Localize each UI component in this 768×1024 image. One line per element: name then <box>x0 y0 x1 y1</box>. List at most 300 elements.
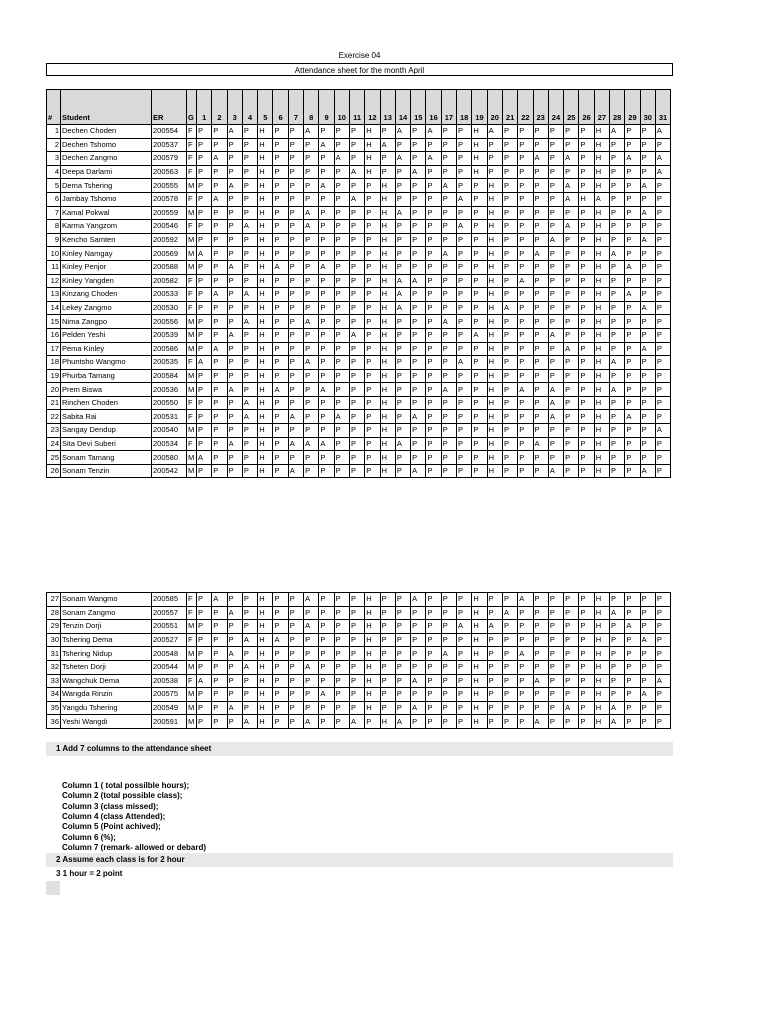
header-day: 8 <box>304 90 319 125</box>
attendance-cell: P <box>242 356 257 370</box>
attendance-cell: P <box>365 233 380 247</box>
attendance-cell: P <box>395 233 410 247</box>
attendance-cell: P <box>655 451 670 465</box>
attendance-cell: A <box>395 125 410 139</box>
attendance-cell: P <box>227 410 242 424</box>
student-name: Sabita Rai <box>61 410 152 424</box>
attendance-cell: P <box>457 647 472 661</box>
attendance-cell: P <box>273 410 288 424</box>
attendance-cell: P <box>610 274 625 288</box>
attendance-cell: P <box>548 192 563 206</box>
table-row <box>47 410 671 424</box>
attendance-cell: P <box>548 342 563 356</box>
student-name: Prem Biswa <box>61 383 152 397</box>
attendance-cell: P <box>457 464 472 478</box>
attendance-cell: P <box>426 233 441 247</box>
attendance-cell: P <box>579 647 594 661</box>
attendance-cell: P <box>518 620 533 634</box>
attendance-cell: P <box>441 260 456 274</box>
er-number: 200540 <box>152 424 187 438</box>
attendance-cell: P <box>625 315 640 329</box>
table-row <box>47 633 671 647</box>
attendance-cell: P <box>334 715 349 729</box>
attendance-cell: P <box>365 247 380 261</box>
attendance-cell: P <box>411 356 426 370</box>
attendance-cell: P <box>487 633 502 647</box>
attendance-cell: P <box>349 288 364 302</box>
attendance-cell: P <box>197 342 212 356</box>
attendance-cell: P <box>411 647 426 661</box>
attendance-cell: P <box>273 688 288 702</box>
table-row <box>47 396 671 410</box>
attendance-cell: P <box>548 715 563 729</box>
attendance-cell: A <box>227 647 242 661</box>
attendance-cell: H <box>487 301 502 315</box>
attendance-cell: P <box>625 633 640 647</box>
attendance-cell: P <box>304 396 319 410</box>
header-day: 17 <box>441 90 456 125</box>
attendance-cell: A <box>411 274 426 288</box>
attendance-cell: P <box>426 410 441 424</box>
attendance-cell: P <box>288 424 303 438</box>
er-number: 200559 <box>152 206 187 220</box>
attendance-cell: P <box>426 315 441 329</box>
attendance-cell: P <box>395 660 410 674</box>
attendance-cell: A <box>319 688 334 702</box>
attendance-cell: H <box>594 593 609 607</box>
attendance-cell: H <box>487 383 502 397</box>
attendance-cell: P <box>197 165 212 179</box>
attendance-cell: P <box>502 206 517 220</box>
row-number: 20 <box>47 383 61 397</box>
header-day: 11 <box>349 90 364 125</box>
attendance-cell: P <box>610 660 625 674</box>
attendance-cell: P <box>579 369 594 383</box>
attendance-cell: P <box>472 342 487 356</box>
attendance-cell: P <box>610 179 625 193</box>
attendance-cell: P <box>548 701 563 715</box>
attendance-cell: A <box>304 356 319 370</box>
attendance-cell: H <box>594 274 609 288</box>
attendance-cell: H <box>380 451 395 465</box>
attendance-cell: P <box>242 179 257 193</box>
attendance-cell: P <box>273 593 288 607</box>
attendance-cell: P <box>288 179 303 193</box>
attendance-cell: P <box>441 192 456 206</box>
attendance-cell: P <box>227 206 242 220</box>
attendance-cell: P <box>197 220 212 234</box>
er-number: 200556 <box>152 315 187 329</box>
attendance-cell: P <box>288 315 303 329</box>
attendance-cell: P <box>334 437 349 451</box>
table-row <box>47 342 671 356</box>
attendance-cell: P <box>564 138 579 152</box>
attendance-cell: P <box>411 437 426 451</box>
attendance-cell: H <box>258 633 273 647</box>
attendance-cell: P <box>288 220 303 234</box>
row-number: 14 <box>47 301 61 315</box>
attendance-cell: P <box>548 125 563 139</box>
attendance-cell: P <box>365 369 380 383</box>
attendance-cell: P <box>349 247 364 261</box>
attendance-cell: P <box>304 647 319 661</box>
attendance-cell: A <box>655 165 670 179</box>
table-row <box>47 328 671 342</box>
attendance-cell: P <box>441 660 456 674</box>
row-number: 10 <box>47 247 61 261</box>
student-name: Phurba Tamang <box>61 369 152 383</box>
row-number: 31 <box>47 647 61 661</box>
row-number: 4 <box>47 165 61 179</box>
attendance-cell: P <box>533 424 548 438</box>
attendance-cell: P <box>273 301 288 315</box>
attendance-cell: P <box>457 125 472 139</box>
attendance-cell: P <box>457 301 472 315</box>
row-number: 1 <box>47 125 61 139</box>
attendance-cell: P <box>441 593 456 607</box>
table-row <box>47 647 671 661</box>
gender: F <box>187 593 197 607</box>
attendance-cell: P <box>319 192 334 206</box>
column-note: Column 4 (class Attended); <box>62 811 166 821</box>
student-name: Deepa Darlami <box>61 165 152 179</box>
attendance-cell: H <box>258 437 273 451</box>
attendance-cell: P <box>197 328 212 342</box>
attendance-cell: A <box>349 192 364 206</box>
attendance-cell: P <box>273 660 288 674</box>
gender: F <box>187 633 197 647</box>
attendance-cell: P <box>227 464 242 478</box>
attendance-cell: P <box>242 647 257 661</box>
attendance-cell: P <box>472 220 487 234</box>
attendance-cell: A <box>304 220 319 234</box>
attendance-table-page2 <box>46 592 671 729</box>
attendance-cell: P <box>625 701 640 715</box>
attendance-cell: P <box>242 125 257 139</box>
attendance-cell: P <box>349 674 364 688</box>
attendance-cell: P <box>655 593 670 607</box>
attendance-cell: P <box>655 192 670 206</box>
attendance-cell: P <box>564 247 579 261</box>
attendance-cell: P <box>334 369 349 383</box>
attendance-cell: H <box>487 369 502 383</box>
attendance-cell: P <box>349 260 364 274</box>
attendance-cell: P <box>288 606 303 620</box>
attendance-cell: A <box>594 192 609 206</box>
attendance-cell: P <box>365 396 380 410</box>
attendance-cell: A <box>441 383 456 397</box>
row-number: 5 <box>47 179 61 193</box>
attendance-cell: H <box>258 464 273 478</box>
attendance-cell: A <box>518 593 533 607</box>
attendance-cell: P <box>426 274 441 288</box>
attendance-cell: P <box>227 633 242 647</box>
attendance-cell: P <box>304 410 319 424</box>
attendance-cell: P <box>472 437 487 451</box>
attendance-cell: P <box>197 633 212 647</box>
attendance-cell: P <box>273 315 288 329</box>
er-number: 200592 <box>152 233 187 247</box>
attendance-cell: H <box>487 274 502 288</box>
attendance-cell: P <box>273 464 288 478</box>
attendance-cell: P <box>395 165 410 179</box>
attendance-cell: P <box>273 701 288 715</box>
attendance-cell: P <box>655 233 670 247</box>
attendance-cell: P <box>533 315 548 329</box>
attendance-cell: A <box>426 152 441 166</box>
attendance-cell: H <box>258 125 273 139</box>
attendance-cell: A <box>395 715 410 729</box>
attendance-cell: P <box>579 125 594 139</box>
attendance-cell: P <box>457 715 472 729</box>
gender: F <box>187 606 197 620</box>
attendance-cell: P <box>227 593 242 607</box>
attendance-cell: P <box>564 424 579 438</box>
attendance-cell: P <box>242 451 257 465</box>
attendance-cell: H <box>472 620 487 634</box>
row-number: 11 <box>47 260 61 274</box>
attendance-cell: P <box>472 206 487 220</box>
attendance-cell: H <box>258 138 273 152</box>
attendance-cell: P <box>426 674 441 688</box>
attendance-cell: P <box>426 356 441 370</box>
attendance-cell: P <box>273 328 288 342</box>
attendance-cell: P <box>319 274 334 288</box>
attendance-cell: A <box>564 701 579 715</box>
attendance-cell: P <box>610 152 625 166</box>
attendance-cell: P <box>334 424 349 438</box>
attendance-cell: P <box>319 424 334 438</box>
attendance-cell: P <box>518 369 533 383</box>
attendance-cell: P <box>441 369 456 383</box>
table-row <box>47 192 671 206</box>
attendance-cell: P <box>365 274 380 288</box>
attendance-cell: P <box>288 715 303 729</box>
gender: M <box>187 328 197 342</box>
attendance-cell: A <box>349 715 364 729</box>
attendance-cell: P <box>426 138 441 152</box>
table-row <box>47 233 671 247</box>
row-number: 8 <box>47 220 61 234</box>
attendance-cell: P <box>365 342 380 356</box>
attendance-cell: P <box>610 410 625 424</box>
attendance-cell: P <box>304 247 319 261</box>
attendance-cell: P <box>548 152 563 166</box>
attendance-cell: H <box>258 288 273 302</box>
attendance-cell: P <box>273 179 288 193</box>
student-name: Lekey Zangmo <box>61 301 152 315</box>
attendance-cell: P <box>411 288 426 302</box>
er-number: 200569 <box>152 247 187 261</box>
attendance-cell: P <box>579 688 594 702</box>
attendance-cell: P <box>579 620 594 634</box>
attendance-cell: H <box>594 342 609 356</box>
attendance-cell: P <box>411 424 426 438</box>
attendance-cell: P <box>548 179 563 193</box>
attendance-cell: P <box>426 660 441 674</box>
attendance-cell: P <box>426 688 441 702</box>
attendance-cell: P <box>411 688 426 702</box>
attendance-cell: P <box>457 342 472 356</box>
er-number: 200582 <box>152 274 187 288</box>
attendance-cell: H <box>487 179 502 193</box>
attendance-cell: P <box>472 274 487 288</box>
attendance-cell: P <box>319 152 334 166</box>
attendance-cell: P <box>441 701 456 715</box>
attendance-cell: P <box>411 328 426 342</box>
header-day: 16 <box>426 90 441 125</box>
attendance-cell: P <box>487 688 502 702</box>
attendance-cell: P <box>625 674 640 688</box>
attendance-cell: A <box>304 660 319 674</box>
attendance-cell: P <box>441 274 456 288</box>
gender: F <box>187 138 197 152</box>
attendance-cell: P <box>380 701 395 715</box>
attendance-cell: P <box>242 274 257 288</box>
attendance-cell: P <box>395 342 410 356</box>
attendance-cell: P <box>426 165 441 179</box>
attendance-cell: P <box>212 369 227 383</box>
attendance-cell: P <box>579 396 594 410</box>
attendance-cell: A <box>395 437 410 451</box>
attendance-cell: A <box>564 192 579 206</box>
attendance-cell: H <box>594 715 609 729</box>
row-number: 35 <box>47 701 61 715</box>
attendance-cell: A <box>548 383 563 397</box>
attendance-cell: P <box>411 315 426 329</box>
er-number: 200578 <box>152 192 187 206</box>
table-row <box>47 125 671 139</box>
attendance-cell: P <box>457 674 472 688</box>
attendance-cell: H <box>380 342 395 356</box>
attendance-cell: P <box>579 424 594 438</box>
table-row <box>47 301 671 315</box>
attendance-cell: P <box>273 396 288 410</box>
attendance-cell: H <box>594 437 609 451</box>
attendance-cell: P <box>197 369 212 383</box>
attendance-cell: P <box>548 633 563 647</box>
attendance-cell: P <box>640 437 655 451</box>
gender: M <box>187 247 197 261</box>
attendance-cell: P <box>273 220 288 234</box>
attendance-cell: H <box>487 233 502 247</box>
attendance-cell: P <box>441 233 456 247</box>
gender: M <box>187 260 197 274</box>
attendance-cell: P <box>579 220 594 234</box>
student-name: Dechen Tshomo <box>61 138 152 152</box>
gender: F <box>187 301 197 315</box>
attendance-cell: A <box>625 620 640 634</box>
attendance-cell: P <box>273 165 288 179</box>
attendance-cell: H <box>380 179 395 193</box>
attendance-cell: P <box>273 288 288 302</box>
attendance-cell: P <box>548 688 563 702</box>
attendance-cell: A <box>533 247 548 261</box>
attendance-cell: H <box>258 206 273 220</box>
attendance-cell: P <box>579 274 594 288</box>
attendance-cell: H <box>258 620 273 634</box>
attendance-cell: P <box>319 301 334 315</box>
attendance-cell: P <box>395 315 410 329</box>
attendance-cell: P <box>564 437 579 451</box>
attendance-cell: H <box>365 660 380 674</box>
attendance-cell: P <box>365 260 380 274</box>
attendance-cell: P <box>518 192 533 206</box>
attendance-cell: A <box>564 152 579 166</box>
attendance-cell: P <box>625 647 640 661</box>
gender: M <box>187 233 197 247</box>
attendance-cell: P <box>457 424 472 438</box>
attendance-cell: P <box>610 688 625 702</box>
attendance-cell: P <box>655 356 670 370</box>
attendance-cell: P <box>212 464 227 478</box>
attendance-cell: P <box>212 620 227 634</box>
attendance-cell: P <box>625 342 640 356</box>
attendance-cell: A <box>288 464 303 478</box>
student-name: Kamal Pokwal <box>61 206 152 220</box>
attendance-cell: P <box>610 342 625 356</box>
attendance-cell: H <box>258 396 273 410</box>
attendance-cell: H <box>258 451 273 465</box>
attendance-cell: P <box>304 192 319 206</box>
attendance-cell: P <box>380 633 395 647</box>
attendance-cell: P <box>349 356 364 370</box>
attendance-cell: A <box>380 138 395 152</box>
attendance-cell: P <box>319 288 334 302</box>
attendance-cell: P <box>227 192 242 206</box>
attendance-cell: P <box>242 688 257 702</box>
attendance-cell: P <box>227 138 242 152</box>
attendance-cell: P <box>502 396 517 410</box>
attendance-cell: P <box>411 206 426 220</box>
attendance-cell: P <box>273 356 288 370</box>
attendance-cell: H <box>380 356 395 370</box>
attendance-cell: P <box>518 342 533 356</box>
attendance-cell: P <box>304 152 319 166</box>
attendance-cell: P <box>273 125 288 139</box>
attendance-cell: A <box>227 437 242 451</box>
attendance-cell: A <box>334 410 349 424</box>
attendance-cell: P <box>548 260 563 274</box>
attendance-cell: P <box>319 328 334 342</box>
attendance-cell: P <box>625 451 640 465</box>
attendance-cell: P <box>625 247 640 261</box>
attendance-cell: H <box>380 274 395 288</box>
attendance-cell: P <box>625 369 640 383</box>
row-number: 7 <box>47 206 61 220</box>
attendance-cell: P <box>288 701 303 715</box>
attendance-cell: P <box>502 464 517 478</box>
attendance-cell: P <box>502 192 517 206</box>
attendance-cell: P <box>349 152 364 166</box>
attendance-cell: P <box>411 342 426 356</box>
gender: M <box>187 315 197 329</box>
attendance-cell: P <box>564 301 579 315</box>
attendance-cell: P <box>288 125 303 139</box>
attendance-cell: P <box>457 288 472 302</box>
attendance-cell: A <box>227 260 242 274</box>
attendance-cell: P <box>518 206 533 220</box>
attendance-cell: P <box>212 165 227 179</box>
attendance-cell: P <box>288 328 303 342</box>
attendance-cell: P <box>610 464 625 478</box>
attendance-cell: P <box>380 674 395 688</box>
attendance-cell: P <box>579 165 594 179</box>
attendance-cell: P <box>212 633 227 647</box>
attendance-cell: A <box>395 274 410 288</box>
attendance-cell: P <box>304 288 319 302</box>
attendance-cell: A <box>212 593 227 607</box>
